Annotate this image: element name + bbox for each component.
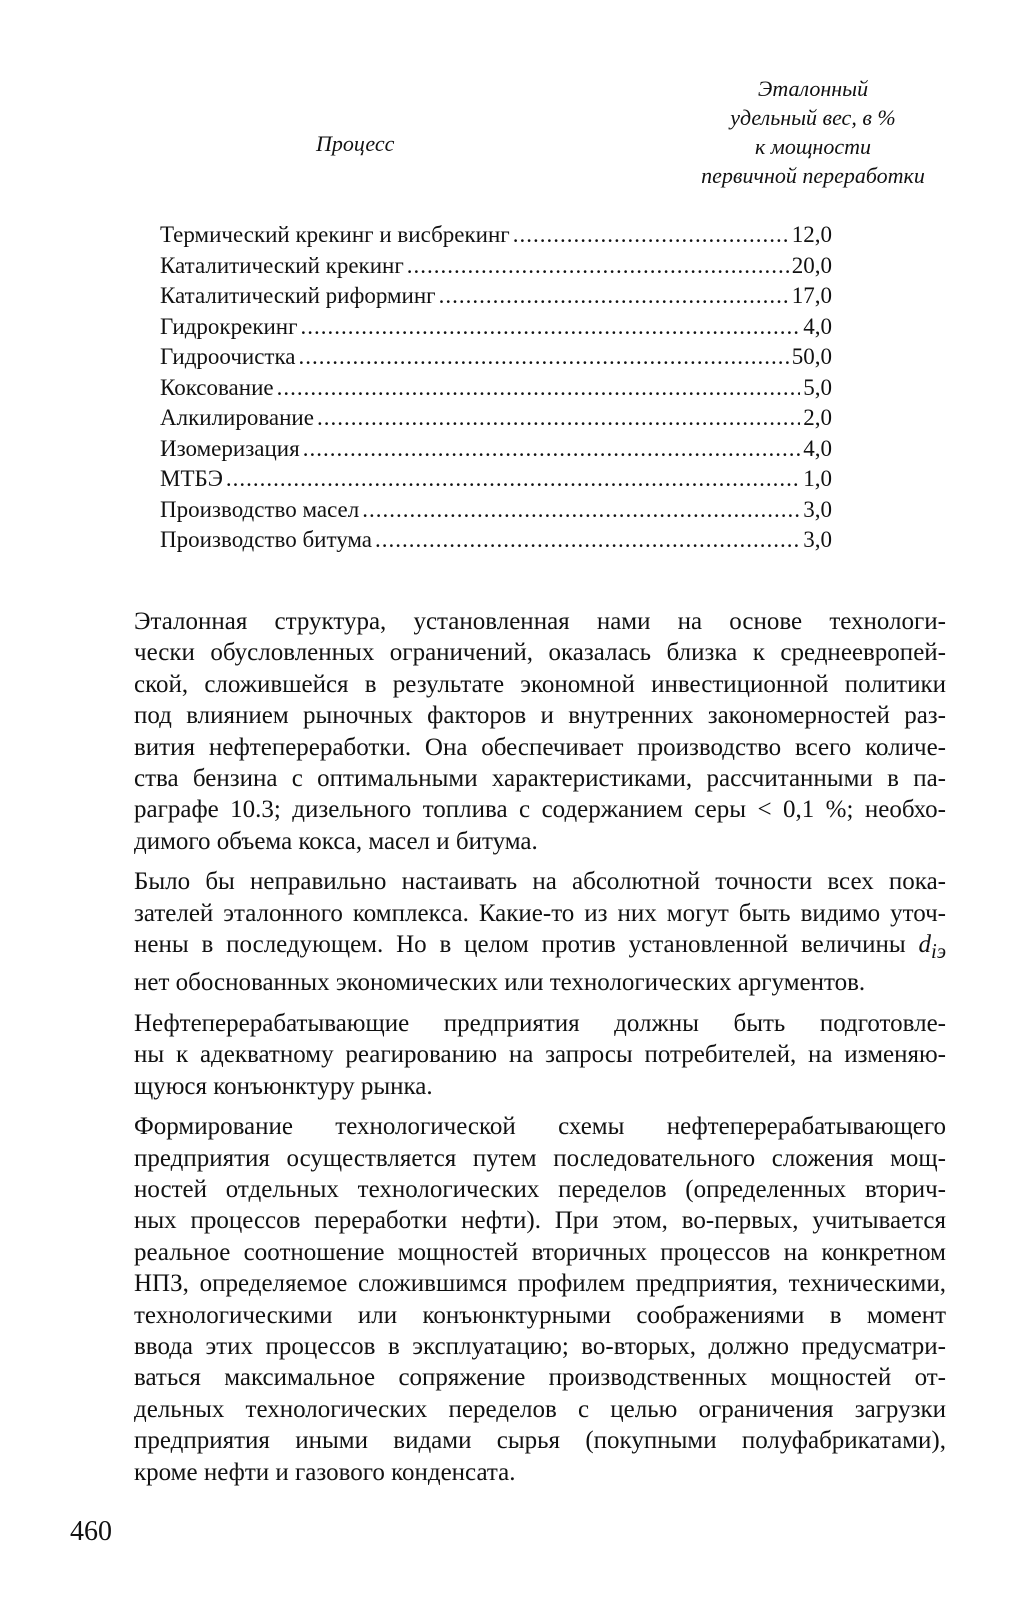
text-line-with-variable bbox=[74, 929, 946, 967]
text-line: под влиянием рыночных факторов и внутренних закономерностей раз- bbox=[134, 702, 946, 730]
process-name: Гидроочистка bbox=[160, 344, 296, 369]
text-line: Было бы неправильно настаивать на абсолютной точности всех пока- bbox=[134, 868, 946, 896]
variable-d bbox=[918, 931, 947, 964]
text-line: зателей эталонного комплекса. Какие-то из них могут быть видимо уточ- bbox=[134, 899, 946, 927]
process-name: МТБЭ bbox=[160, 466, 223, 491]
process-value: 20,0 bbox=[791, 252, 832, 278]
process-value: 17,0 bbox=[791, 283, 832, 308]
process-value: 4,0 bbox=[803, 435, 832, 461]
text-line: ства бензина с оптимальными характеристиками, рассчитанными в па- bbox=[134, 765, 946, 793]
paragraph bbox=[74, 1008, 946, 1102]
table-row bbox=[160, 220, 832, 251]
text-line: ных процессов переработки нефти). При этом, во-первых, учитывается bbox=[134, 1207, 946, 1235]
text-line: Формирование технологической схемы нефтеперерабатывающего bbox=[134, 1113, 946, 1141]
table-row bbox=[160, 251, 832, 282]
process-name: Алкилирование bbox=[160, 405, 314, 430]
process-value: 50,0 bbox=[791, 344, 832, 369]
table-header-process: Процесс bbox=[316, 131, 395, 156]
table-header-weight bbox=[668, 74, 958, 190]
table-header-weight-line: к мощности bbox=[754, 134, 871, 159]
page-number: 460 bbox=[70, 1516, 112, 1547]
process-weight-table bbox=[160, 220, 832, 556]
process-value: 1,0 bbox=[803, 466, 832, 491]
paragraph bbox=[74, 1111, 946, 1488]
process-value: 2,0 bbox=[803, 405, 832, 430]
table-row bbox=[160, 342, 832, 373]
text-line: предприятия осуществляется путем последовательного сложения мощ- bbox=[134, 1144, 946, 1172]
dot-leader bbox=[299, 342, 789, 373]
text-line: ваться максимальное сопряжение производственных мощностей от- bbox=[134, 1364, 946, 1392]
text-line: предприятия иными видами сырья (покупными полуфабрикатами), bbox=[134, 1427, 946, 1455]
process-name: Изомеризация bbox=[160, 435, 300, 461]
text-line: НПЗ, определяемое сложившимся профилем предприятия, техническими, bbox=[134, 1270, 946, 1298]
dot-leader bbox=[375, 525, 800, 556]
process-value: 3,0 bbox=[803, 496, 832, 522]
variable-subscript: iэ bbox=[931, 939, 947, 964]
process-name: Каталитический риформинг bbox=[160, 283, 436, 308]
dot-leader bbox=[407, 251, 789, 282]
text-line: ввода этих процессов в эксплуатацию; во-вторых, должно предусматри- bbox=[134, 1332, 946, 1360]
text-line: Эталонная структура, установленная нами на основе технологи- bbox=[134, 608, 946, 635]
variable-symbol: d bbox=[918, 931, 932, 959]
text-fragment: нены в последующем. Но в целом против установленной величины bbox=[134, 931, 906, 959]
dot-leader bbox=[362, 495, 800, 526]
process-value: 5,0 bbox=[803, 374, 832, 400]
text-line: нет обоснованных экономических или технологических аргументов. bbox=[134, 969, 866, 997]
text-line: раграфе 10.3; дизельного топлива с содержанием серы < 0,1 %; необхо- bbox=[134, 796, 946, 824]
table-row bbox=[160, 373, 832, 404]
dot-leader bbox=[277, 373, 801, 404]
process-name: Термический крекинг и висбрекинг bbox=[160, 222, 510, 247]
dot-leader bbox=[317, 403, 800, 434]
text-line: дельных технологических переделов с целью ограничения загрузки bbox=[134, 1395, 946, 1423]
process-value: 3,0 bbox=[803, 527, 832, 552]
table-header-weight-line: Эталонный bbox=[757, 76, 869, 101]
text-line: реальное соотношение мощностей вторичных процессов на конкретном bbox=[134, 1238, 946, 1266]
dot-leader bbox=[303, 434, 801, 465]
process-name: Каталитический крекинг bbox=[160, 252, 404, 278]
table-row bbox=[160, 281, 832, 312]
text-line: ны к адекватному реагированию на запросы потребителей, на изменяю- bbox=[134, 1041, 946, 1069]
dot-leader bbox=[226, 464, 800, 495]
text-line: димого объема кокса, масел и битума. bbox=[134, 827, 538, 855]
text-line: вития нефтепереработки. Она обеспечивает производство всего количе- bbox=[134, 733, 946, 761]
text-line: технологическими или конъюнктурными соображениями в момент bbox=[134, 1301, 946, 1329]
text-line: ностей отдельных технологических переделов (определенных вторич- bbox=[134, 1175, 946, 1203]
table-header-weight-line: первичной переработки bbox=[701, 163, 925, 188]
table-row bbox=[160, 495, 832, 526]
table-row bbox=[160, 434, 832, 465]
dot-leader bbox=[439, 281, 789, 312]
table-header-weight-line: удельный вес, в % bbox=[730, 105, 896, 130]
text-line: чески обусловленных ограничений, оказалась близка к среднеевропей- bbox=[134, 639, 946, 667]
text-line: ской, сложившейся в результате экономной инвестиционной политики bbox=[134, 670, 946, 698]
table-row bbox=[160, 464, 832, 495]
text-line: Нефтеперерабатывающие предприятия должны быть подготовле- bbox=[134, 1009, 946, 1037]
paragraph bbox=[74, 866, 946, 999]
table-row bbox=[160, 312, 832, 343]
table-row bbox=[160, 403, 832, 434]
process-name: Производство масел bbox=[160, 496, 360, 522]
dot-leader bbox=[301, 312, 801, 343]
body-text bbox=[74, 606, 946, 1497]
process-name: Коксование bbox=[160, 374, 274, 400]
process-value: 4,0 bbox=[803, 313, 832, 339]
text-line: щуюся конъюнктуру рынка. bbox=[134, 1072, 433, 1100]
text-line: кроме нефти и газового конденсата. bbox=[134, 1458, 516, 1486]
process-value: 12,0 bbox=[791, 222, 832, 247]
process-name: Производство битума bbox=[160, 527, 373, 552]
process-name: Гидрокрекинг bbox=[160, 313, 298, 339]
paragraph bbox=[74, 606, 946, 857]
dot-leader bbox=[513, 220, 789, 251]
table-row bbox=[160, 525, 832, 556]
